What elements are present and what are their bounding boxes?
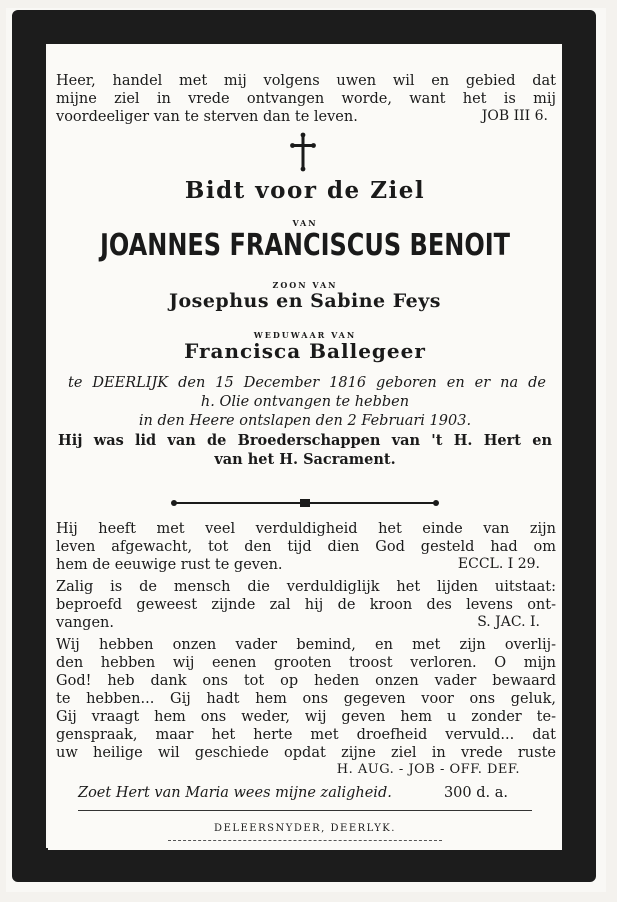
verse-line: den hebben wij eenen grooten troost verloren. O mijn <box>56 655 556 671</box>
verse-line: Zalig is de mensch die verduldiglijk het lijden uitstaat: <box>56 579 556 595</box>
epigraph-line: voordeeliger van te sterven dan te leven. <box>56 109 358 125</box>
verse-line: genspraak, maar het herte met droefheid vervuld... dat <box>56 727 556 743</box>
verse-line: uw heilige wil geschiede opdat zijne ziel in vrede ruste <box>56 745 556 761</box>
printer-name: DELEERSNYDER, DEERLYK. <box>214 823 396 834</box>
verse-line: Wij hebben onzen vader bemind, en met zijn overlij- <box>56 637 556 653</box>
van-label: VAN <box>292 218 318 228</box>
verse-reference: ECCL. I 29. <box>457 556 540 572</box>
brotherhood-line-end: van het H. Sacrament. <box>214 451 396 468</box>
death-line: in den Heere ontslapen den 2 Februari 1903. <box>138 413 472 429</box>
birth-line: te DEERLIJK den 15 December 1816 geboren en er na de <box>68 375 546 391</box>
verse-line: leven afgewacht, tot den tijd dien God gesteld had om <box>56 539 556 555</box>
divider-rule <box>78 810 532 811</box>
epigraph-line: mijne ziel in vrede ontvangen worde, want het is mij <box>56 91 556 107</box>
brotherhood-line: Hij was lid van de Broederschappen van 't H. Hert en <box>58 432 552 449</box>
epigraph-reference: JOB III 6. <box>481 108 548 124</box>
page-title: Bidt voor de Ziel <box>184 177 426 204</box>
verse-line: hem de eeuwige rust te geven. <box>56 557 283 573</box>
cross-icon <box>288 132 318 172</box>
zoon-van-label: ZOON VAN <box>272 280 338 290</box>
divider-rule <box>168 840 442 841</box>
parents-names: Josephus en Sabine Feys <box>168 290 442 312</box>
verse-line: te hebben... Gij hadt hem ons gegeven voor ons geluk, <box>56 691 556 707</box>
verse-line: Hij heeft met veel verduldigheid het einde van zijn <box>56 521 556 537</box>
wife-name: Francisca Ballegeer <box>184 339 426 363</box>
epigraph-line: Heer, handel met mij volgens uwen wil en gebied dat <box>56 73 556 89</box>
verse-reference: S. JAC. I. <box>477 614 540 630</box>
ornament-divider <box>170 497 440 509</box>
prayer-text: Zoet Hert van Maria wees mijne zaligheid. <box>78 785 392 801</box>
card-content <box>48 44 562 850</box>
indulgence-text: 300 d. a. <box>443 785 508 801</box>
verse-line: God! heb dank ons tot op heden onzen vader bewaard <box>56 673 556 689</box>
verse-reference: H. AUG. - JOB - OFF. DEF. <box>336 762 520 777</box>
deceased-name: JOANNES FRANCISCUS BENOIT <box>99 227 511 263</box>
verse-line: Gij vraagt hem ons weder, wij geven hem u zonder te- <box>56 709 556 725</box>
sacrament-line: h. Olie ontvangen te hebben <box>200 394 410 410</box>
verse-line: vangen. <box>56 615 114 631</box>
verse-line: beproefd geweest zijnde zal hij de kroon des levens ont- <box>56 597 556 613</box>
weduwaar-van-label: WEDUWAAR VAN <box>253 330 357 340</box>
